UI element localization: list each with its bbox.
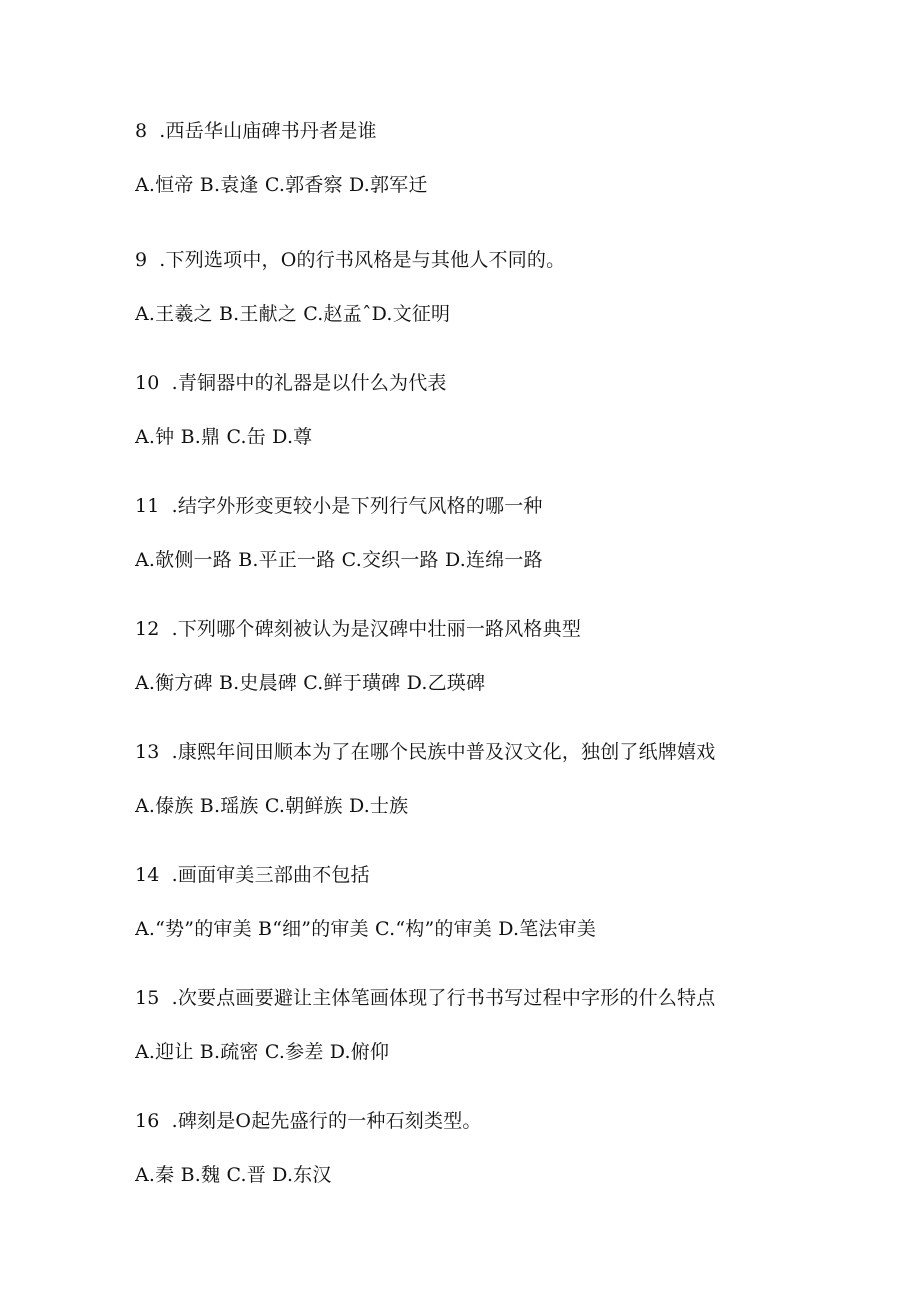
question-text: .西岳华山庙碑书丹者是谁: [159, 120, 377, 142]
question-number: 11: [135, 495, 160, 517]
question-stem: [135, 119, 895, 143]
question-stem: [135, 863, 895, 887]
question-options: A.傣族 B.瑶族 C.朝鲜族 D.士族: [135, 795, 409, 817]
question-9: [135, 248, 895, 326]
question-number: 10: [135, 372, 160, 394]
question-number: 9: [135, 249, 148, 271]
question-stem: [135, 494, 895, 518]
question-stem: [135, 1109, 895, 1133]
question-options: A.衡方碑 B.史晨碑 C.鲜于璜碑 D.乙瑛碑: [135, 672, 486, 694]
question-15: [135, 986, 895, 1064]
question-options: A.迎让 B.疏密 C.参差 D.俯仰: [135, 1041, 390, 1063]
question-16: [135, 1109, 895, 1187]
question-number: 12: [135, 618, 160, 640]
question-number: 13: [135, 741, 160, 763]
question-options: A.“势”的审美 B“细”的审美 C.“构”的审美 D.笔法审美: [135, 918, 597, 940]
question-number: 15: [135, 987, 160, 1009]
question-11: [135, 494, 895, 572]
question-stem: [135, 371, 895, 395]
question-8: [135, 119, 895, 197]
question-options: A.欹侧一路 B.平正一路 C.交织一路 D.连绵一路: [135, 549, 543, 571]
question-options: A.王羲之 B.王献之 C.赵孟ˆD.文征明: [135, 303, 451, 325]
question-number: 14: [135, 864, 160, 886]
question-options: A.钟 B.鼎 C.缶 D.尊: [135, 426, 313, 448]
question-13: [135, 740, 895, 818]
question-options: A.秦 B.魏 C.晋 D.东汉: [135, 1164, 332, 1186]
question-number: 16: [135, 1110, 160, 1132]
question-stem: [135, 617, 895, 641]
question-text: .康熙年间田顺本为了在哪个民族中普及汉文化，独创了纸牌嬉戏: [171, 741, 716, 763]
question-text: .下列哪个碑刻被认为是汉碑中壮丽一路风格典型: [171, 618, 582, 640]
question-12: [135, 617, 895, 695]
question-stem: [135, 740, 895, 764]
question-text: .次要点画要避让主体笔画体现了行书书写过程中字形的什么特点: [171, 987, 716, 1009]
question-options: A.恒帝 B.袁逢 C.郭香察 D.郭军迁: [135, 174, 428, 196]
question-14: [135, 863, 895, 941]
question-text: .青铜器中的礼器是以什么为代表: [171, 372, 447, 394]
question-text: .碑刻是O起先盛行的一种石刻类型。: [171, 1110, 482, 1132]
question-text: .结字外形变更较小是下列行气风格的哪一种: [171, 495, 543, 517]
question-number: 8: [135, 120, 148, 142]
question-stem: [135, 248, 895, 272]
question-text: .下列选项中，O的行书风格是与其他人不同的。: [159, 249, 566, 271]
question-text: .画面审美三部曲不包括: [171, 864, 370, 886]
question-stem: [135, 986, 895, 1010]
question-10: [135, 371, 895, 449]
